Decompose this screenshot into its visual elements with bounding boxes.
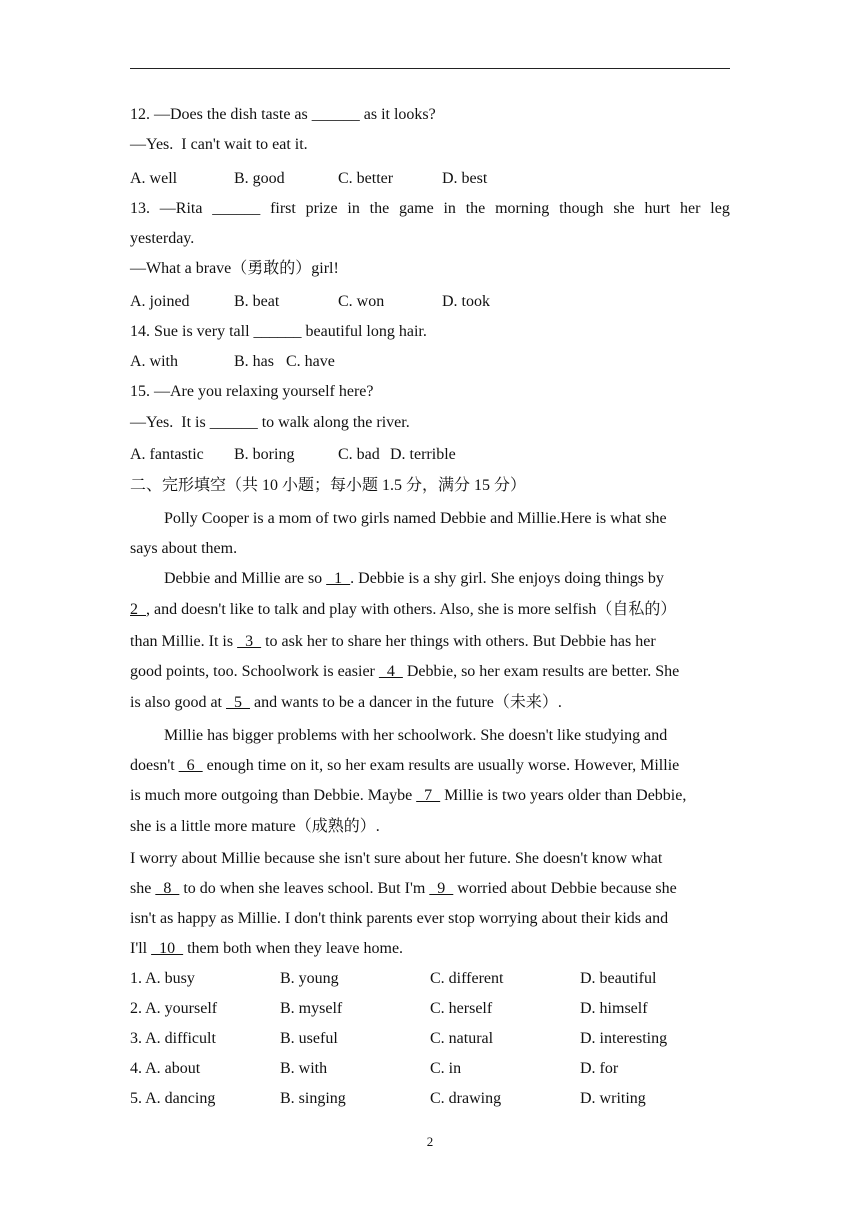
q13-word: first: [270, 200, 296, 217]
q13-option-a: A. joined: [130, 293, 190, 310]
q13-option-b: B. beat: [234, 293, 280, 310]
passage-line: is much more outgoing than Debbie. Maybe 7 Millie is two years older than Debbie,: [130, 787, 687, 804]
q13-word: she: [613, 200, 635, 217]
cloze-option: D. for: [580, 1060, 619, 1077]
cloze-option: C. herself: [430, 1000, 493, 1017]
passage-line: I worry about Millie because she isn't sure about her future. She doesn't know what: [130, 850, 663, 867]
blank-4: 4: [378, 663, 403, 680]
cloze-option: D. writing: [580, 1090, 646, 1107]
cloze-option: C. different: [430, 970, 504, 987]
q13-word: the: [369, 200, 390, 217]
cloze-option: B. young: [280, 970, 339, 987]
q15-stem: 15. —Are you relaxing yourself here?: [130, 383, 374, 400]
blank-3: 3: [237, 633, 262, 650]
cloze-option: 5. A. dancing: [130, 1090, 216, 1107]
q12-option-a: A. well: [130, 170, 178, 187]
cloze-option: D. interesting: [580, 1030, 668, 1047]
cloze-option: B. useful: [280, 1030, 338, 1047]
q15-option-d: D. terrible: [390, 446, 456, 463]
q14-stem: 14. Sue is very tall ______ beautiful long hair.: [130, 323, 427, 340]
q12-stem: 12. —Does the dish taste as ______ as it looks?: [130, 106, 436, 123]
q12-option-b: B. good: [234, 170, 285, 187]
q15-reply: —Yes. It is ______ to walk along the river.: [130, 414, 410, 431]
q15-option-b: B. boring: [234, 446, 295, 463]
q13-word: prize: [305, 200, 338, 217]
cloze-option: B. singing: [280, 1090, 346, 1107]
blank-10: 10: [151, 940, 184, 957]
cloze-option: C. natural: [430, 1030, 494, 1047]
section-heading: 二、完形填空（共 10 小题；每小题 1.5 分，满分 15 分）: [130, 477, 527, 494]
q13-option-c: C. won: [338, 293, 385, 310]
q13-word: though: [559, 200, 604, 217]
q15-option-c: C. bad: [338, 446, 380, 463]
passage-line: Debbie and Millie are so 1 . Debbie is a shy girl. She enjoys doing things by: [164, 570, 664, 587]
cloze-option: B. myself: [280, 1000, 343, 1017]
cloze-option: 2. A. yourself: [130, 1000, 218, 1017]
q12-option-d: D. best: [442, 170, 488, 187]
q14-option-b: B. has: [234, 353, 274, 370]
cloze-option: D. beautiful: [580, 970, 657, 987]
q14-option-a: A. with: [130, 353, 178, 370]
cloze-option: 1. A. busy: [130, 970, 195, 987]
q13-reply: —What a brave（勇敢的）girl!: [130, 260, 339, 277]
q12-option-c: C. better: [338, 170, 394, 187]
q12-reply: —Yes. I can't wait to eat it.: [130, 136, 308, 153]
q13-stem-end: yesterday.: [130, 230, 195, 247]
q13-word: hurt: [644, 200, 671, 217]
page-number: 2: [426, 1134, 434, 1149]
passage-line: good points, too. Schoolwork is easier 4 Debbie, so her exam results are better. She: [130, 663, 680, 680]
q13-blank: ______: [212, 200, 261, 217]
passage-line: isn't as happy as Millie. I don't think parents ever stop worrying about their kids and: [130, 910, 669, 927]
passage-line: than Millie. It is 3 to ask her to share her things with others. But Debbie has her: [130, 633, 656, 650]
q13-word: —Rita: [159, 200, 203, 217]
passage-line: says about them.: [130, 540, 238, 557]
blank-6: 6: [178, 757, 203, 774]
cloze-option: C. in: [430, 1060, 462, 1077]
q13-word: morning: [495, 200, 550, 217]
q13-word: the: [465, 200, 486, 217]
q13-option-d: D. took: [442, 293, 490, 310]
q15-option-a: A. fantastic: [130, 446, 204, 463]
passage-line: she 8 to do when she leaves school. But I'm 9 worried about Debbie because she: [130, 880, 677, 897]
blank-8: 8: [155, 880, 180, 897]
q13-word: game: [399, 200, 434, 217]
q13-stem: [130, 199, 730, 219]
q13-word: her: [680, 200, 701, 217]
passage-line: she is a little more mature（成熟的）.: [130, 818, 380, 835]
q13-word: in: [347, 200, 360, 217]
cloze-option: 4. A. about: [130, 1060, 201, 1077]
blank-2: 2: [130, 601, 146, 618]
blank-5: 5: [226, 694, 250, 711]
cloze-option: D. himself: [580, 1000, 648, 1017]
passage-line: 2 , and doesn't like to talk and play with others. Also, she is more selfish（自私的）: [130, 601, 677, 618]
blank-9: 9: [429, 880, 454, 897]
passage-line: Millie has bigger problems with her schoolwork. She doesn't like studying and: [164, 727, 668, 744]
q13-word: 13.: [130, 200, 150, 217]
passage-line: I'll 10 them both when they leave home.: [130, 940, 404, 957]
passage-line: Polly Cooper is a mom of two girls named Debbie and Millie.Here is what she: [164, 510, 667, 527]
q13-word: leg: [710, 200, 730, 217]
cloze-option: 3. A. difficult: [130, 1030, 216, 1047]
q14-option-c: C. have: [286, 353, 335, 370]
blank-7: 7: [416, 787, 441, 804]
blank-1: 1: [326, 570, 351, 587]
cloze-option: C. drawing: [430, 1090, 502, 1107]
cloze-option: B. with: [280, 1060, 328, 1077]
header-rule: [130, 68, 730, 69]
passage-line: is also good at 5 and wants to be a dancer in the future（未来）.: [130, 694, 562, 711]
passage-line: doesn't 6 enough time on it, so her exam results are usually worse. However, Millie: [130, 757, 680, 774]
q13-word: in: [443, 200, 456, 217]
